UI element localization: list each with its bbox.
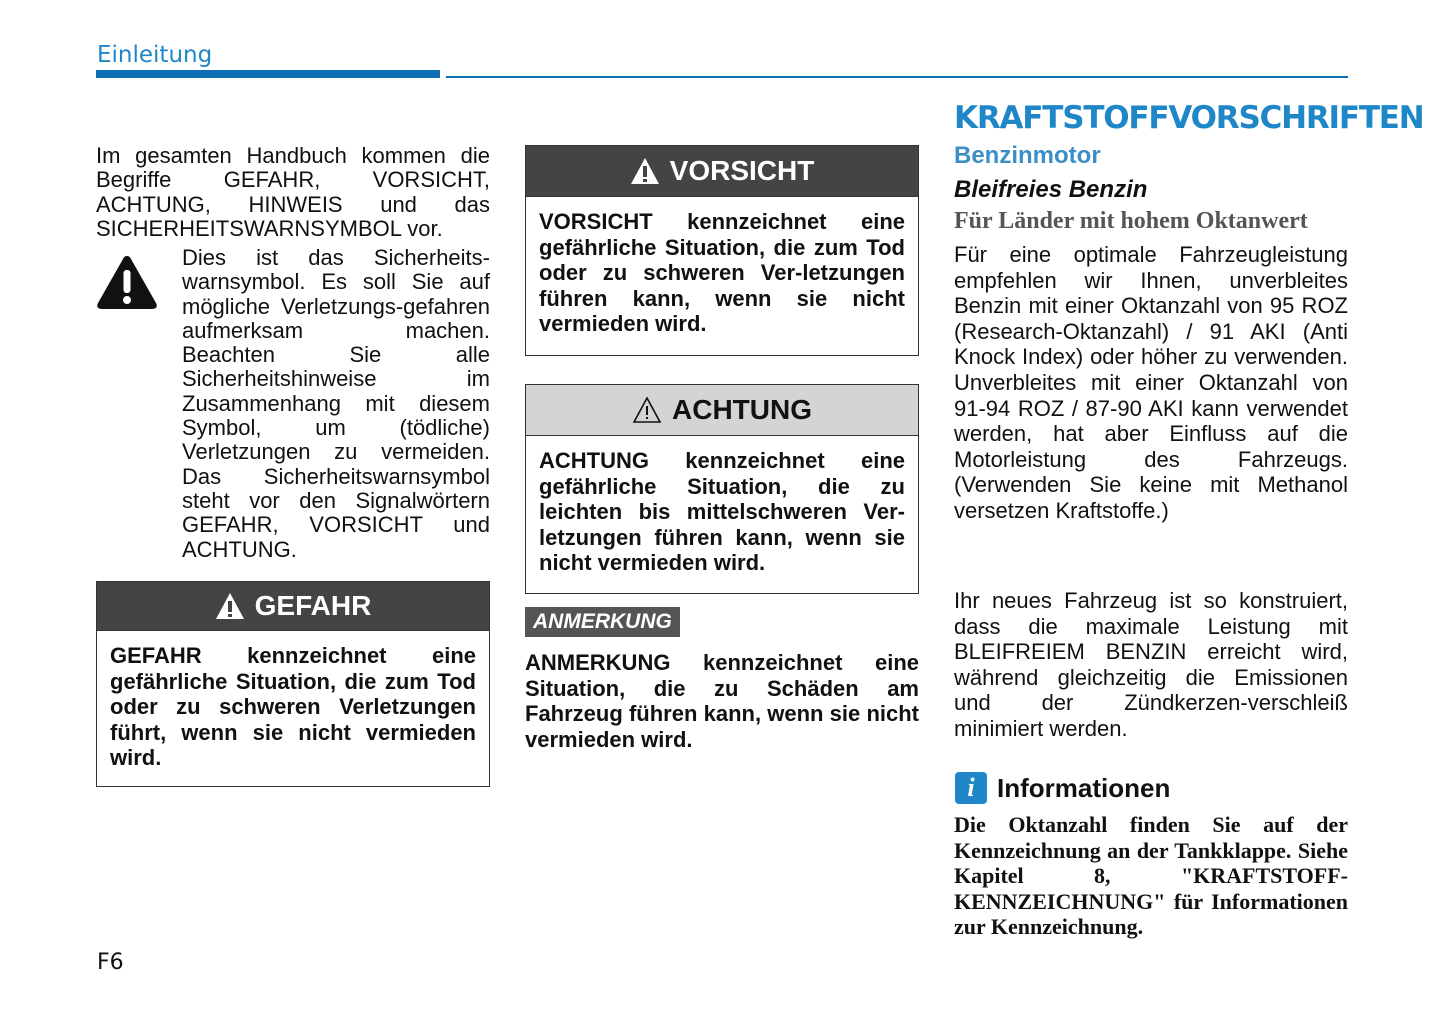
chapter-title: Einleitung [97, 42, 213, 68]
info-icon: i [955, 772, 987, 804]
gefahr-header [97, 582, 489, 631]
subtitle-hoher-oktanwert: Für Länder mit hohem Oktanwert [954, 208, 1308, 234]
achtung-text: ACHTUNG kennzeichnet eine gefährliche Situation, die zu leichten bis mittelschweren Ver-letzungen führen kann, wenn sie nicht vermieden wird. [539, 448, 905, 575]
intro-paragraph: Im gesamten Handbuch kommen die Begriffe GEFAHR, VORSICHT, ACHTUNG, HINWEIS und das SICHERHEITSWARNSYMBOL vor. [96, 143, 490, 241]
header-rule-right [446, 76, 1348, 78]
information-text: Die Oktanzahl finden Sie auf der Kennzeichnung an der Tankklappe. Siehe Kapitel 8, "KRAFTSTOFF-KENNZEICHNUNG" für Informationen zur Kennzeichnung. [954, 812, 1348, 940]
vorsicht-title: VORSICHT [669, 155, 815, 186]
achtung-title: ACHTUNG [672, 394, 812, 425]
caution-triangle-outline-icon [632, 396, 662, 424]
gefahr-title: GEFAHR [254, 590, 372, 621]
achtung-header [526, 385, 918, 436]
gefahr-text: GEFAHR kennzeichnet eine gefährliche Situation, die zum Tod oder zu schweren Verletzungen führt, wenn sie nicht vermieden wird. [110, 643, 476, 770]
subtitle-benzinmotor: Benzinmotor [954, 142, 1101, 169]
information-heading [955, 772, 1170, 804]
fuel-paragraph-1: Für eine optimale Fahrzeugleistung empfehlen wir Ihnen, unverbleites Benzin mit einer Oktanzahl von 95 ROZ (Research-Oktanzahl) / 91 AKI (Anti Knock Index) oder höher zu verwenden. Unverbleites mit einer Oktanzahl von 91-94 ROZ / 87-90 AKI kann verwendet werden, hat aber Einfluss auf die Motorleistung des Fahrzeugs. (Verwenden Sie keine mit Methanol versetzen Kraftstoffe.) [954, 242, 1348, 523]
page-number: F6 [97, 950, 124, 975]
safety-symbol-text: Dies ist das Sicherheits-warnsymbol. Es soll Sie auf mögliche Verletzungs-gefahren aufmerksam machen. Beachten Sie alle Sicherheitshinweise im Zusammenhang mit diesem Symbol, um (tödliche) Verletzungen zu vermeiden. Das Sicherheitswarnsymbol steht vor den Signalwörtern GEFAHR, VORSICHT und ACHTUNG. [182, 245, 490, 562]
gefahr-box [96, 581, 490, 787]
vorsicht-text: VORSICHT kennzeichnet eine gefährliche Situation, die zum Tod oder zu schweren Ver-letzungen führen kann, wenn sie nicht vermieden wird. [539, 209, 905, 336]
vorsicht-box [525, 145, 919, 356]
information-title: Informationen [997, 772, 1171, 803]
anmerkung-text: ANMERKUNG kennzeichnet eine Situation, die zu Schäden am Fahrzeug führen kann, wenn sie nicht vermieden wird. [525, 650, 919, 752]
vorsicht-header [526, 146, 918, 197]
fuel-paragraph-2: Ihr neues Fahrzeug ist so konstruiert, dass die maximale Leistung mit BLEIFREIEM BENZIN erreicht wird, während gleichzeitig die Emissionen und der Zündkerzen-verschleiß minimiert werden. [954, 588, 1348, 741]
subtitle-bleifreies-benzin: Bleifreies Benzin [954, 176, 1148, 203]
header-bar-left [96, 70, 440, 78]
warning-triangle-icon [96, 254, 158, 310]
achtung-box [525, 384, 919, 594]
anmerkung-badge: ANMERKUNG [525, 607, 680, 637]
warning-triangle-icon [630, 157, 660, 185]
warning-triangle-icon [215, 592, 245, 620]
section-title: KRAFTSTOFFVORSCHRIFTEN [954, 100, 1424, 136]
